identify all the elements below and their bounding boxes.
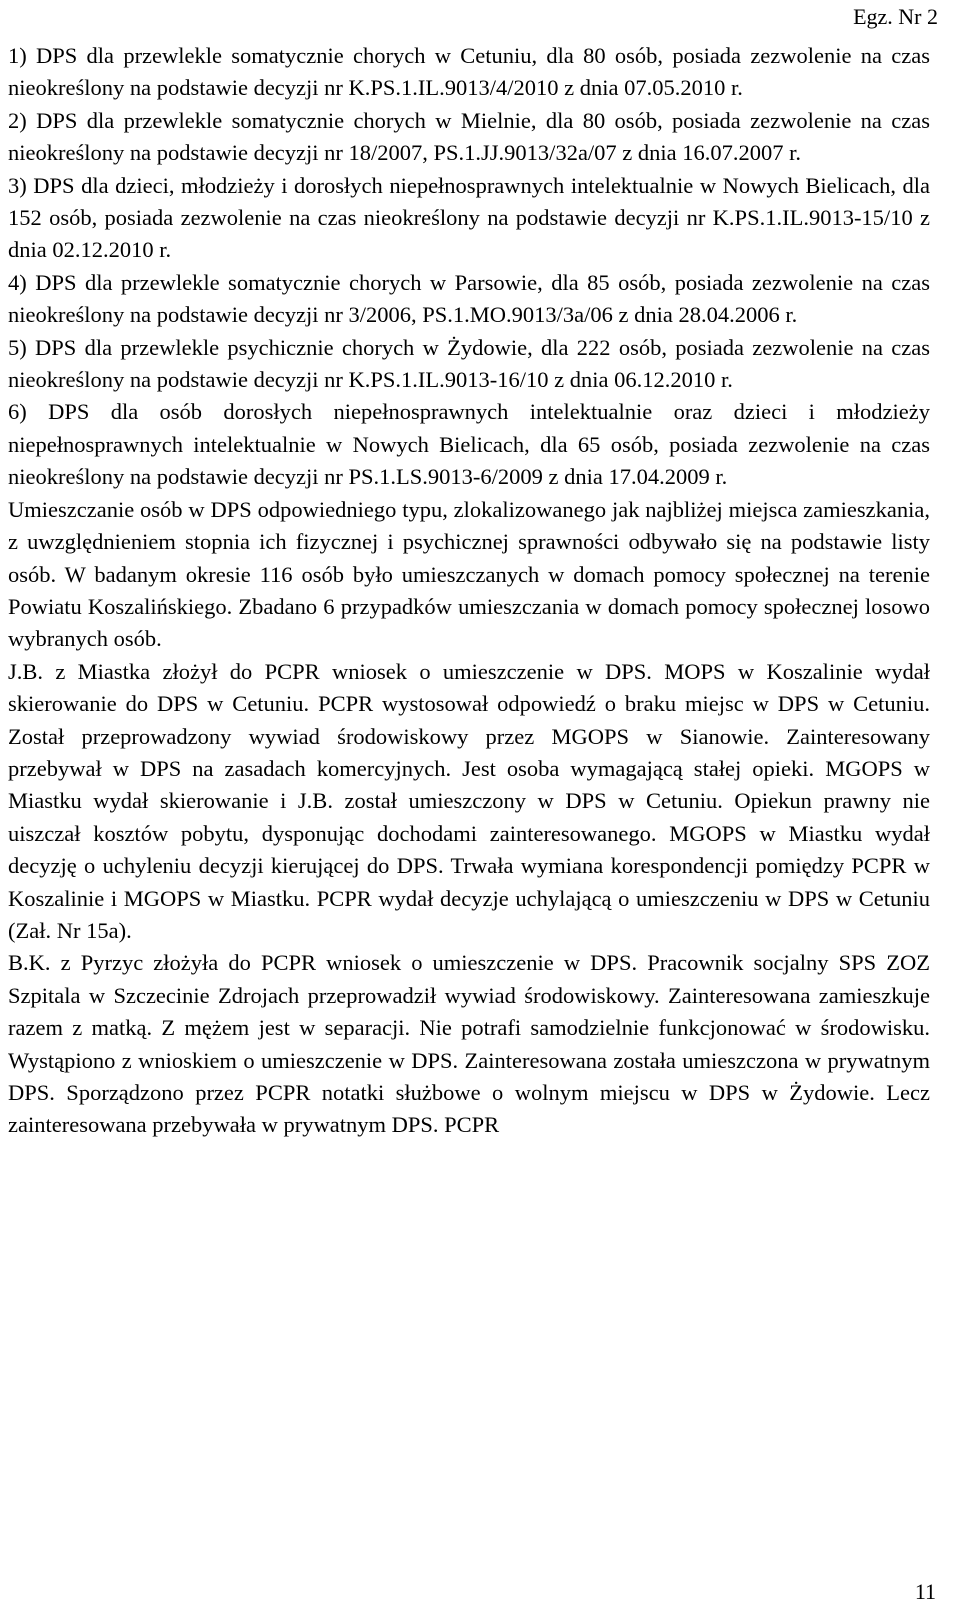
paragraph-dps-nowe-bielice-doroslych: 6) DPS dla osób dorosłych niepełnosprawnych intelektualnie oraz dzieci i młodzieży niepełnosprawnych intelektualnie w Nowych Bielicach, dla 65 osób, posiada zezwolenie na czas nieokreślony na podstawie decyzji nr PS.1.LS.9013-6/2009 z dnia 17.04.2009 r. [8,399,930,490]
paragraph-dps-mielnie: 2) DPS dla przewlekle somatycznie chorych w Mielnie, dla 80 osób, posiada zezwolenie na czas nieokreślony na podstawie decyzji nr 18/2007, PS.1.JJ.9013/32a/07 z dnia 16.07.2007 r. [8,107,930,166]
paragraph-dps-nowe-bielice: 3) DPS dla dzieci, młodzieży i dorosłych niepełnosprawnych intelektualnie w Nowych Bielicach, dla 152 osób, posiada zezwolenie na czas nieokreślony na podstawie decyzji nr K.PS.1.IL.9013-15/10 z dnia 02.12.2010 r. [8,172,930,263]
paragraph-case-bk: B.K. z Pyrzyc złożyła do PCPR wniosek o umieszczenie w DPS. Pracownik socjalny SPS ZOZ Szpitala w Szczecinie Zdrojach przeprowadził wywiad środowiskowy. Zainteresowana zamieszkuje razem z matką. Z mężem jest w separacji. Nie potrafi samodzielnie funkcjonować w środowisku. Wystąpiono z wnioskiem o umieszczenie w DPS. Zainteresowana została umieszczona w prywatnym DPS. Sporządzono przez PCPR notatki służbowe o wolnym miejscu w DPS w Żydowie. Lecz zainteresowana przebywała w prywatnym DPS. PCPR [8,950,930,1138]
paragraph-dps-cetuniu: 1) DPS dla przewlekle somatycznie chorych w Cetuniu, dla 80 osób, posiada zezwolenie na czas nieokreślony na podstawie decyzji nr K.PS.1.IL.9013/4/2010 z dnia 07.05.2010 r. [8,43,930,101]
document-body [8,40,930,1142]
paragraph-dps-parsowie: 4) DPS dla przewlekle somatycznie chorych w Parsowie, dla 85 osób, posiada zezwolenie na czas nieokreślony na podstawie decyzji nr 3/2006, PS.1.MO.9013/3a/06 z dnia 28.04.2006 r. [8,269,930,328]
paragraph-case-jb: J.B. z Miastka złożył do PCPR wniosek o umieszczenie w DPS. MOPS w Koszalinie wydał skierowanie do DPS w Cetuniu. PCPR wystosował odpowiedź o braku miejsc w DPS w Cetuniu. Został przeprowadzony wywiad środowiskowy przez MGOPS w Sianowie. Zainteresowany przebywał w DPS na zasadach komercyjnych. Jest osoba wymagającą stałej opieki. MGOPS w Miastku wydał skierowanie i J.B. został umieszczony w DPS w Cetuniu. Opiekun prawny nie uiszczał kosztów pobytu, dysponując dochodami zainteresowanego. MGOPS w Miastku wydał decyzję o uchyleniu decyzji kierującej do DPS. Trwała wymiana korespondencji pomiędzy PCPR w Koszalinie i MGOPS w Miastku. PCPR wydał decyzje uchylającą o umieszczeniu w DPS w Cetuniu (Zał. Nr 15a). [8,658,930,943]
paragraph-dps-zydowie: 5) DPS dla przewlekle psychicznie chorych w Żydowie, dla 222 osób, posiada zezwolenie na czas nieokreślony na podstawie decyzji nr K.PS.1.IL.9013-16/10 z dnia 06.12.2010 r. [8,334,930,393]
page-number: 11 [914,1579,936,1604]
copy-number-label: Egz. Nr 2 [853,4,938,29]
paragraph-umieszczanie: Umieszczanie osób w DPS odpowiedniego typu, zlokalizowanego jak najbliżej miejsca zamieszkania, z uwzględnieniem stopnia ich fizycznej i psychicznej sprawności odbywało się na podstawie listy osób. W badanym okresie 116 osób było umieszczanych w domach pomocy społecznej na terenie Powiatu Koszalińskiego. Zbadano 6 przypadków umieszczania w domach pomocy społecznej losowo wybranych osób. [8,496,930,652]
